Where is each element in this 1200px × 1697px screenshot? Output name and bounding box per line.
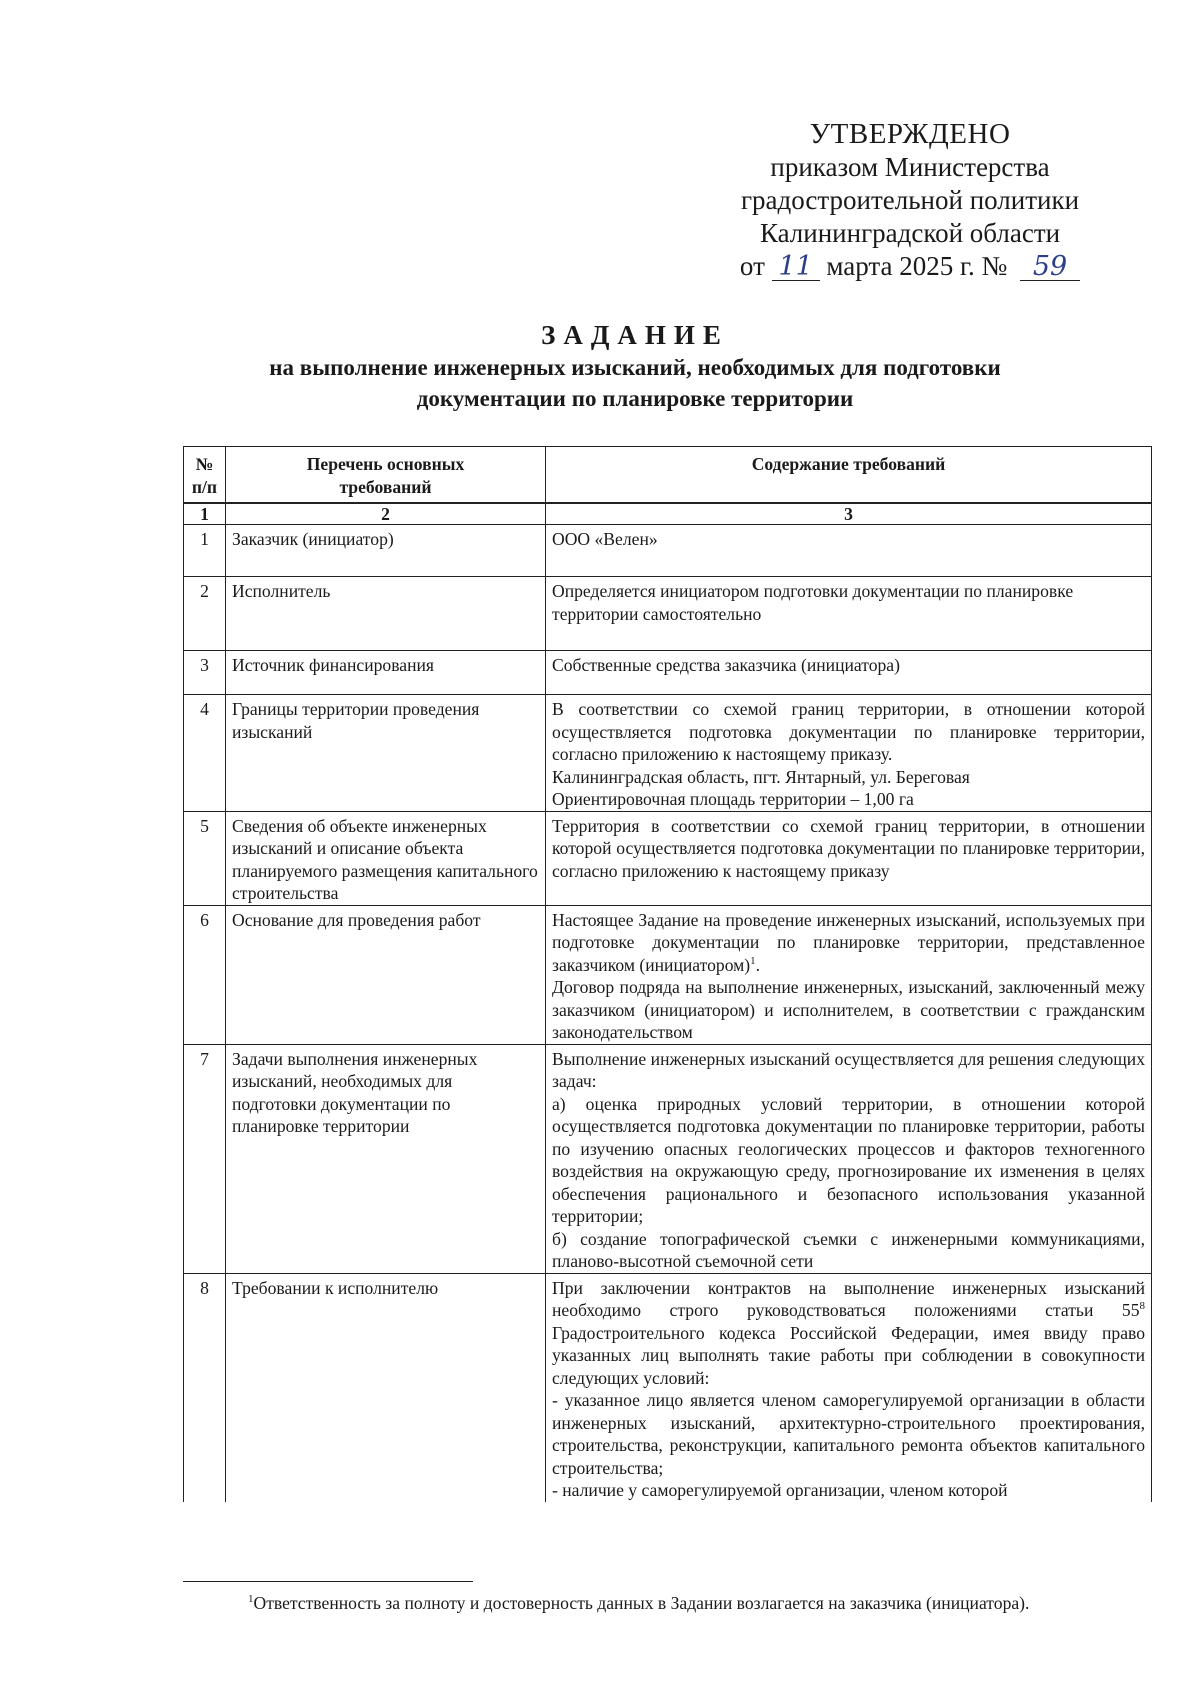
footnote-reference: 1 bbox=[750, 954, 756, 967]
row-content bbox=[546, 1273, 1152, 1502]
column-index: 1 bbox=[184, 503, 226, 525]
header-requirements-line-2: требований bbox=[339, 476, 432, 497]
footnote-divider bbox=[183, 1581, 473, 1582]
table-row bbox=[184, 577, 1152, 651]
row-content bbox=[546, 1044, 1152, 1273]
row-content bbox=[546, 811, 1152, 905]
content-paragraph: Настоящее Задание на проведение инженерных изысканий, используемых при подготовке документации по планировке территории, представленное заказчиком (инициатором)$^1$. bbox=[552, 909, 1145, 975]
content-paragraph: Калининградская область, пгт. Янтарный, ул. Береговая bbox=[552, 766, 970, 787]
header-num bbox=[184, 447, 226, 504]
row-number: 7 bbox=[184, 1044, 226, 1273]
row-number: 8 bbox=[184, 1273, 226, 1502]
footnote-mark: 1 bbox=[248, 1593, 254, 1606]
row-number: 5 bbox=[184, 811, 226, 905]
content-paragraph: Собственные средства заказчика (инициатора) bbox=[552, 655, 900, 675]
row-requirement: Заказчик (инициатор) bbox=[226, 525, 546, 577]
handwritten-order-number: 59 bbox=[1020, 254, 1080, 281]
table-row bbox=[184, 811, 1152, 905]
content-paragraph: - наличие у саморегулируемой организации, членом которой bbox=[552, 1480, 1008, 1500]
content-paragraph: В соответствии со схемой границ территории, в отношении которой осуществляется подготовка документации по планировке территории, согласно приложению к настоящему приказу. bbox=[552, 699, 1145, 764]
row-requirement: Задачи выполнения инженерных изысканий, необходимых для подготовки документации по планировке территории bbox=[226, 1044, 546, 1273]
header-requirements bbox=[226, 447, 546, 504]
header-requirements-line-1: Перечень основных bbox=[306, 454, 465, 474]
column-index: 3 bbox=[546, 503, 1152, 525]
footnote bbox=[248, 1592, 1148, 1614]
approval-stamp bbox=[700, 118, 1120, 283]
row-content bbox=[546, 905, 1152, 1044]
approval-order-line: приказом Министерства bbox=[770, 152, 1050, 182]
content-paragraph: б) создание топографической съемки с инженерными коммуникациями, планово-высотной съемочной сети bbox=[552, 1228, 1145, 1271]
content-paragraph: Ориентировочная площадь территории – 1,00 га bbox=[552, 789, 914, 809]
month-year: марта 2025 г. № bbox=[826, 251, 1008, 281]
table-row bbox=[184, 695, 1152, 812]
column-index-row bbox=[184, 503, 1152, 525]
row-requirement: Сведения об объекте инженерных изысканий и описание объекта планируемого размещения капитального строительства bbox=[226, 811, 546, 905]
row-requirement: Источник финансирования bbox=[226, 651, 546, 695]
handwritten-day: 11 bbox=[772, 254, 820, 281]
content-paragraph: ООО «Велен» bbox=[552, 529, 658, 549]
header-content: Содержание требований bbox=[546, 447, 1152, 504]
table-row bbox=[184, 1044, 1152, 1273]
row-requirement: Основание для проведения работ bbox=[226, 905, 546, 1044]
row-number: 4 bbox=[184, 695, 226, 812]
document-title bbox=[170, 318, 1100, 414]
table-row bbox=[184, 651, 1152, 695]
row-content bbox=[546, 695, 1152, 812]
approval-heading: УТВЕРЖДЕНО bbox=[809, 118, 1011, 150]
table-row bbox=[184, 525, 1152, 577]
approval-region-line: Калининградской области bbox=[759, 218, 1061, 248]
content-paragraph: Определяется инициатором подготовки документации по планировке территории самостоятельно bbox=[552, 581, 1074, 624]
approval-date-line bbox=[700, 250, 1120, 283]
title-sub-line-2: документации по планировке территории bbox=[416, 386, 854, 411]
table-row bbox=[184, 905, 1152, 1044]
requirements-table bbox=[183, 446, 1152, 1502]
content-paragraph: - указанное лицо является членом саморегулируемой организации в области инженерных изысканий, архитектурно-строительного проектирования, строительства, реконструкции, капитального ремонта объектов капитального строительства; bbox=[552, 1390, 1145, 1478]
row-requirement: Исполнитель bbox=[226, 577, 546, 651]
header-num-abbr: п/п bbox=[191, 476, 218, 497]
row-number: 2 bbox=[184, 577, 226, 651]
row-requirement: Требовании к исполнителю bbox=[226, 1273, 546, 1502]
content-paragraph: Выполнение инженерных изысканий осуществляется для решения следующих задач: bbox=[552, 1048, 1145, 1091]
row-requirement: Границы территории проведения изысканий bbox=[226, 695, 546, 812]
content-paragraph bbox=[552, 1277, 1145, 1390]
content-text: Градостроительного кодекса Российской Федерации, имея ввиду право указанных лиц выполнять такие работы при соблюдении в совокупности следующих условий: bbox=[552, 1322, 1145, 1388]
content-text: При заключении контрактов на выполнение инженерных изысканий необходимо строго руководствоваться положениями статьи 55 bbox=[552, 1277, 1145, 1320]
article-superscript: 8 bbox=[1139, 1300, 1145, 1313]
date-prefix: от bbox=[739, 251, 765, 281]
title-sub-line-1: на выполнение инженерных изысканий, необходимых для подготовки bbox=[269, 355, 1001, 380]
table-row bbox=[184, 1273, 1152, 1502]
content-paragraph: Территория в соответствии со схемой границ территории, в отношении которой осуществляется подготовка документации по планировке территории, согласно приложению к настоящему приказу bbox=[552, 815, 1145, 881]
column-index: 2 bbox=[226, 503, 546, 525]
row-content bbox=[546, 651, 1152, 695]
title-main: ЗАДАНИЕ bbox=[541, 320, 729, 350]
footnote-text: Ответственность за полноту и достоверность данных в Задании возлагается на заказчика (инициатора). bbox=[253, 1593, 1030, 1613]
table-header-row bbox=[184, 447, 1152, 504]
row-content bbox=[546, 577, 1152, 651]
row-number: 3 bbox=[184, 651, 226, 695]
content-paragraph: Договор подряда на выполнение инженерных, изысканий, заключенный межу заказчиком (инициатором) и исполнителем, в соответствии с гражданским законодательством bbox=[552, 977, 1145, 1042]
content-paragraph: а) оценка природных условий территории, в отношении которой осуществляется подготовка документации по планировке территории, работы по изучению опасных геологических процессов и факторов техногенного воздействия на окружающую среду, прогнозирование их изменения в целях обеспечения рационального и безопасного использования указанной территории; bbox=[552, 1093, 1145, 1226]
approval-ministry-line: градостроительной политики bbox=[740, 185, 1080, 215]
content-text: Настоящее Задание на проведение инженерных изысканий, используемых при подготовке документации по планировке территории, представленное заказчиком (инициатором) bbox=[552, 909, 1145, 975]
row-number: 6 bbox=[184, 905, 226, 1044]
header-num-sign: № bbox=[195, 454, 214, 474]
row-content bbox=[546, 525, 1152, 577]
row-number: 1 bbox=[184, 525, 226, 577]
